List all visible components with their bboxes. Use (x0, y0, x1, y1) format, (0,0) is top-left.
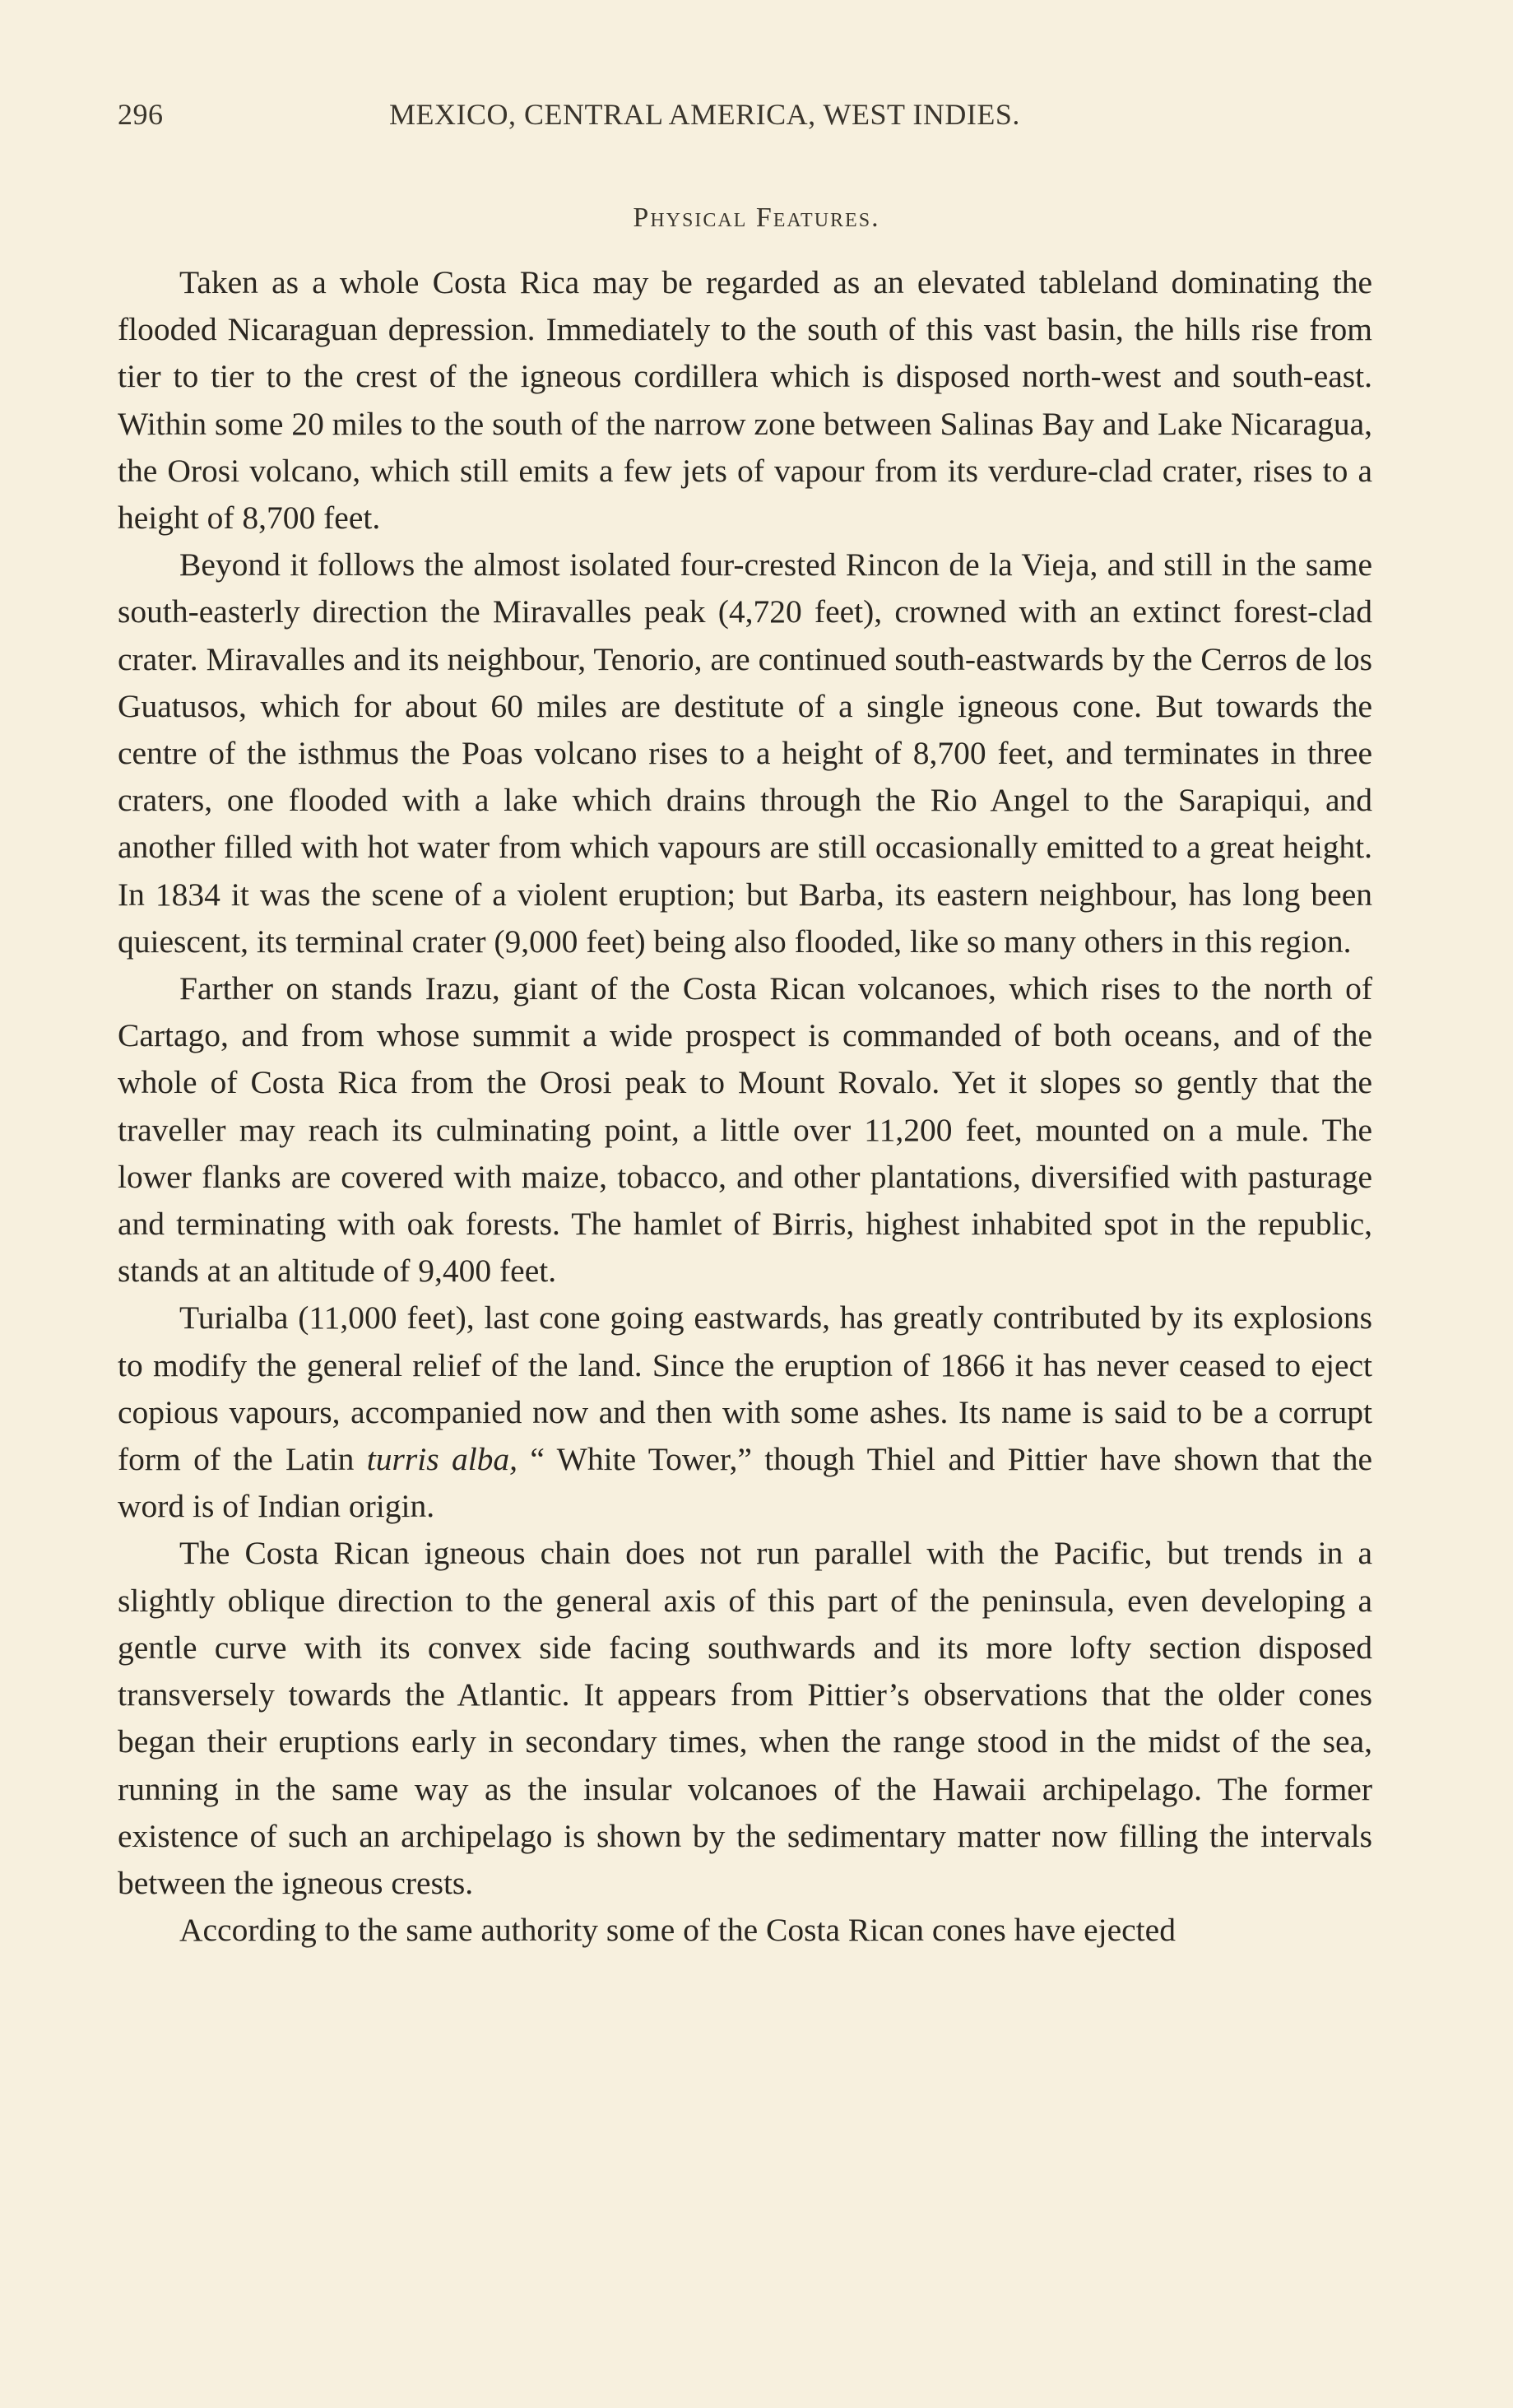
running-title: MEXICO, CENTRAL AMERICA, WEST INDIES. (389, 98, 1020, 131)
paragraph: Beyond it follows the almost isolated four-crested Rincon de la Vieja, and still in the same south-easterly direction the Miravalles peak (4,720 feet), crowned with an extinct forest-clad crater. Miravalles and its neighbour, Tenorio, are continued south-eastwards by the Cerros de los Guatusos, which for about 60 miles are destitute of a single igneous cone. But towards the centre of the isthmus the Poas volcano rises to a height of 8,700 feet, and terminates in three craters, one flooded with a lake which drains through the Rio Angel to the Sarapiqui, and another filled with hot water from which vapours are still occasionally emitted to a great height. In 1834 it was the scene of a violent eruption; but Barba, its eastern neighbour, has long been quiescent, its terminal crater (9,000 feet) being also flooded, like so many others in this region. (118, 546, 1372, 960)
paragraph: Taken as a whole Costa Rica may be regarded as an elevated tableland dominating the flooded Nicaraguan depression. Immediately to the south of this vast basin, the hills rise from tier to tier to the crest of the igneous cordillera which is disposed north-west and south-east. Within some 20 miles to the south of the narrow zone between Salinas Bay and Lake Nicaragua, the Orosi volcano, which still emits a few jets of vapour from its verdure-clad crater, rises to a height of 8,700 feet. (118, 264, 1372, 537)
paragraph-text: “ White Tower,” though Thiel and Pittier have shown that the word is of Indian origin. (118, 1441, 1372, 1525)
paragraph: The Costa Rican igneous chain does not run parallel with the Pacific, but trends in a slightly oblique direction to the general axis of this part of the peninsula, even developing a gentle curve with its convex side facing southwards and its more lofty section disposed transversely towards the Atlantic. It appears from Pittier’s observations that the older cones began their eruptions early in secondary times, when the range stood in the midst of the sea, running in the same way as the insular volcanoes of the Hawaii archipelago. The former existence of such an archipelago is shown by the sedimentary matter now filling the intervals between the igneous crests. (118, 1535, 1372, 1901)
paragraph: Farther on stands Irazu, giant of the Costa Rican volcanoes, which rises to the north of Cartago, and from whose summit a wide prospect is commanded of both oceans, and of the whole of Costa Rica from the Orosi peak to Mount Rovalo. Yet it slopes so gently that the traveller may reach its culminating point, a little over 11,200 feet, mounted on a mule. The lower flanks are covered with maize, tobacco, and other plantations, diversified with pasturage and terminating with oak forests. The hamlet of Birris, highest inhabited spot in the republic, stands at an altitude of 9,400 feet. (118, 970, 1372, 1290)
paragraph (118, 1295, 1372, 1530)
page-number: 296 (118, 98, 164, 131)
section-heading: Physical Features. (633, 202, 880, 233)
body-text (118, 259, 1372, 1954)
latin-phrase: turris alba, (366, 1441, 518, 1478)
paragraph-text: Turialba (11,000 feet), last cone going eastwards, has greatly contributed by its explosions to modify the general relief of the land. Since the eruption of 1866 it has never ceased to eject copious vapours, accompanied now and then with some ashes. Its name is said to be a corrupt form of the Latin (118, 1299, 1372, 1478)
paragraph: According to the same authority some of the Costa Rican cones have ejected (179, 1912, 1176, 1949)
